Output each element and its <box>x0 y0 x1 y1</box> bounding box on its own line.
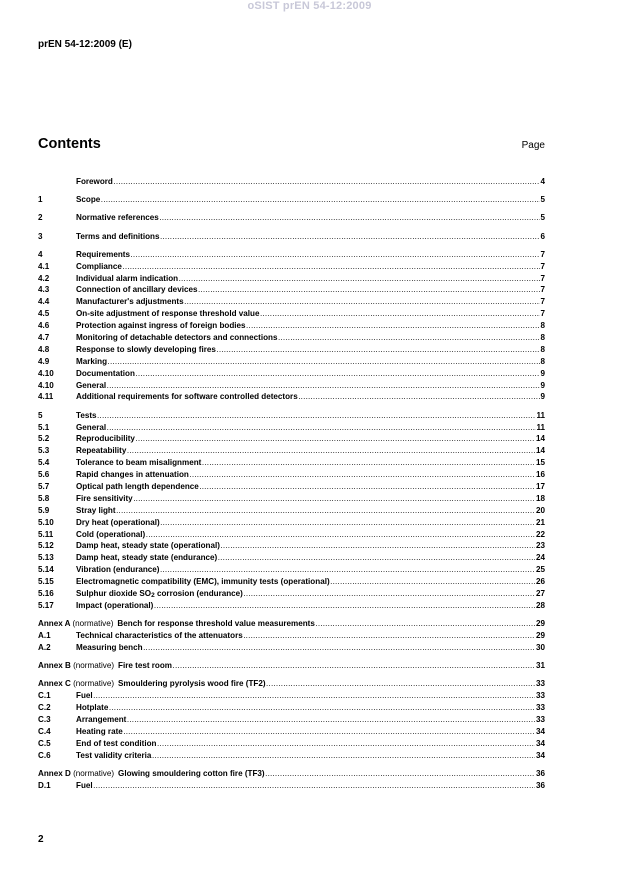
toc-entry-page: 20 <box>535 505 545 515</box>
toc-entry-title: Annex A (normative) Bench for response threshold value measurements <box>38 619 315 629</box>
dot-leader <box>216 344 540 356</box>
toc-entry-page: 33 <box>535 691 545 701</box>
toc-annex-entry[interactable] <box>38 678 545 690</box>
toc-entry[interactable] <box>38 750 545 762</box>
toc-entry-page: 7 <box>540 297 545 307</box>
toc-entry-page: 9 <box>540 368 545 378</box>
toc-entry-number: 4.6 <box>38 321 50 331</box>
toc-entry-page: 7 <box>540 273 545 283</box>
toc-entry[interactable] <box>38 273 545 285</box>
toc-entry-number: 5.7 <box>38 481 50 491</box>
dot-leader <box>157 738 536 750</box>
dot-leader <box>135 368 540 380</box>
footer-page-number: 2 <box>38 834 44 845</box>
toc-entry[interactable] <box>38 344 545 356</box>
toc-entry-page: 33 <box>535 703 545 712</box>
toc-entry-page: 31 <box>535 661 545 671</box>
toc-entry[interactable] <box>38 320 545 332</box>
dot-leader <box>160 231 540 243</box>
dot-leader <box>278 332 540 344</box>
toc-entry-number: 4.1 <box>38 261 50 271</box>
dot-leader <box>107 380 540 392</box>
toc-entry-title: Vibration (endurance) <box>76 565 160 575</box>
toc-entry-title: Marking <box>76 356 108 366</box>
dot-leader <box>189 469 535 481</box>
toc-entry[interactable] <box>38 481 545 493</box>
toc-entry-title: Test validity criteria <box>76 750 152 760</box>
toc-entry-number: 5.1 <box>38 422 50 432</box>
toc-entry-title: Normative references <box>76 213 159 223</box>
toc-entry-number: 4.10 <box>38 368 54 378</box>
dot-leader <box>260 308 540 320</box>
toc-entry-number: 5 <box>38 410 43 420</box>
toc-entry-title: Protection against ingress of foreign bodies <box>76 321 246 331</box>
toc-entry-number: 4.11 <box>38 392 54 402</box>
page-column-label: Page <box>521 140 545 151</box>
toc-entry-number: 5.8 <box>38 493 50 503</box>
toc-entry[interactable] <box>38 714 545 726</box>
page-title: Contents <box>38 136 101 152</box>
dot-leader <box>202 457 536 469</box>
toc-entry-title: Measuring bench <box>76 642 143 652</box>
toc-entry[interactable] <box>38 505 545 517</box>
toc-entry-number: 4 <box>38 249 43 259</box>
toc-entry[interactable] <box>38 642 545 654</box>
toc-entry-page: 14 <box>535 434 545 444</box>
toc-entry-title: Damp heat, steady state (endurance) <box>76 553 218 563</box>
dot-leader <box>116 505 535 517</box>
table-of-contents <box>38 176 545 792</box>
annex-label: Annex B (normative) <box>38 661 115 671</box>
toc-entry-title: Fuel <box>76 780 93 790</box>
dot-leader <box>173 660 536 672</box>
toc-entry-page: 30 <box>535 642 545 652</box>
toc-entry-number: 4.7 <box>38 332 50 342</box>
dot-leader <box>243 588 535 600</box>
dot-leader <box>266 678 535 690</box>
dot-leader <box>179 273 540 285</box>
dot-leader <box>127 714 536 726</box>
toc-entry-page: 9 <box>540 392 545 402</box>
toc-entry-page: 23 <box>535 541 545 551</box>
toc-entry[interactable] <box>38 249 545 261</box>
toc-entry-title: Arrangement <box>76 714 127 724</box>
toc-entry-number: A.2 <box>38 642 51 652</box>
toc-entry-title: General <box>76 422 107 432</box>
toc-entry[interactable] <box>38 564 545 576</box>
toc-entry-number: 5.14 <box>38 565 54 575</box>
toc-entry-title: Response to slowly developing fires <box>76 344 216 354</box>
dot-leader <box>108 356 540 368</box>
toc-entry-number: 2 <box>38 213 43 223</box>
toc-entry[interactable] <box>38 332 545 344</box>
toc-entry-title: Tolerance to beam misalignment <box>76 458 202 468</box>
toc-entry-page: 7 <box>540 249 545 259</box>
toc-entry[interactable] <box>38 410 545 422</box>
toc-entry-title: Documentation <box>76 368 135 378</box>
toc-entry-page: 8 <box>540 321 545 331</box>
toc-entry[interactable] <box>38 469 545 481</box>
toc-entry[interactable] <box>38 780 545 792</box>
dot-leader <box>113 176 540 188</box>
dot-leader <box>152 750 536 762</box>
toc-entry-page: 22 <box>535 529 545 539</box>
dot-leader <box>220 540 535 552</box>
toc-entry-page: 29 <box>535 619 545 629</box>
dot-leader <box>160 517 535 529</box>
toc-entry[interactable] <box>38 308 545 320</box>
annex-label: Annex C (normative) <box>38 679 115 689</box>
dot-leader <box>243 630 535 642</box>
toc-entry-number: C.2 <box>38 703 51 712</box>
toc-entry-page: 7 <box>540 261 545 271</box>
toc-entry-number: C.6 <box>38 750 51 760</box>
toc-entry-page: 36 <box>535 768 545 778</box>
dot-leader <box>154 600 536 612</box>
dot-leader <box>198 284 540 296</box>
toc-entry-number: 4.2 <box>38 273 50 283</box>
toc-entry-page: 25 <box>535 565 545 575</box>
toc-entry-page: 8 <box>540 344 545 354</box>
toc-entry-number: C.3 <box>38 714 51 724</box>
toc-entry-title: Rapid changes in attenuation <box>76 470 189 480</box>
toc-entry-number: 5.10 <box>38 517 54 527</box>
toc-entry-page: 11 <box>536 410 545 420</box>
dot-leader <box>246 320 540 332</box>
toc-entry-title: Annex C (normative) Smouldering pyrolysis wood fire (TF2) <box>38 679 266 689</box>
toc-entry-title: Stray light <box>76 505 116 515</box>
toc-entry[interactable] <box>38 540 545 552</box>
toc-entry-title: Damp heat, steady state (operational) <box>76 541 220 551</box>
dot-leader <box>298 391 540 403</box>
toc-entry[interactable] <box>38 630 545 642</box>
dot-leader <box>218 552 536 564</box>
dot-leader <box>146 529 536 541</box>
toc-entry-number: 5.11 <box>38 529 54 539</box>
toc-entry-number: 4.9 <box>38 356 50 366</box>
dot-leader <box>130 249 540 261</box>
toc-entry-page: 26 <box>535 577 545 587</box>
toc-entry-title: Compliance <box>76 261 122 271</box>
toc-entry-number: 4.4 <box>38 297 50 307</box>
dot-leader <box>265 768 535 780</box>
toc-entry[interactable] <box>38 588 545 600</box>
toc-entry-page: 4 <box>540 177 545 186</box>
toc-entry-number: 4.8 <box>38 344 50 354</box>
toc-entry[interactable] <box>38 231 545 243</box>
toc-entry-page: 21 <box>535 517 545 527</box>
toc-entry-title: Manufacturer's adjustments <box>76 297 184 307</box>
toc-entry-number: D.1 <box>38 780 51 790</box>
annex-label: Annex A (normative) <box>38 619 114 629</box>
toc-entry-title: Sulphur dioxide $SO_2$ corrosion (endurance) <box>76 588 243 599</box>
toc-entry-page: 18 <box>535 493 545 503</box>
dot-leader <box>199 481 535 493</box>
toc-entry-title: Technical characteristics of the attenuators <box>76 630 243 640</box>
dot-leader <box>127 445 536 457</box>
toc-entry[interactable] <box>38 726 545 738</box>
toc-entry-page: 8 <box>540 332 545 342</box>
toc-entry[interactable] <box>38 576 545 588</box>
toc-entry[interactable] <box>38 284 545 296</box>
dot-leader <box>159 212 540 224</box>
toc-entry[interactable] <box>38 296 545 308</box>
toc-entry-number: 4.5 <box>38 309 50 319</box>
toc-entry-title: Optical path length dependence <box>76 481 199 491</box>
dot-leader <box>123 726 535 738</box>
toc-entry[interactable] <box>38 356 545 368</box>
toc-entry-number: 5.2 <box>38 434 50 444</box>
toc-entry[interactable] <box>38 391 545 403</box>
toc-entry-title: Terms and definitions <box>76 231 160 241</box>
toc-entry-page: 29 <box>535 630 545 640</box>
toc-entry-title: On-site adjustment of response threshold value <box>76 309 260 319</box>
toc-entry[interactable] <box>38 194 545 206</box>
toc-entry-page: 6 <box>540 231 545 241</box>
toc-entry-page: 34 <box>535 738 545 748</box>
toc-entry-page: 36 <box>535 780 545 790</box>
toc-annex-entry[interactable] <box>38 768 545 780</box>
toc-entry-title: Heating rate <box>76 726 123 736</box>
toc-annex-entry[interactable] <box>38 618 545 630</box>
dot-leader <box>109 702 536 714</box>
toc-entry-number: 5.17 <box>38 600 54 610</box>
toc-entry-title: Fuel <box>76 691 93 701</box>
toc-entry-page: 8 <box>540 356 545 366</box>
toc-entry-page: 5 <box>540 195 545 205</box>
toc-entry-title: General <box>76 380 107 390</box>
toc-annex-entry[interactable] <box>38 660 545 672</box>
toc-entry-title: Tests <box>76 410 97 420</box>
dot-leader <box>122 261 540 273</box>
dot-leader <box>133 493 535 505</box>
toc-entry-page: 7 <box>540 309 545 319</box>
toc-entry-number: 5.9 <box>38 505 50 515</box>
toc-entry-number: 5.16 <box>38 588 54 598</box>
toc-entry-page: 14 <box>535 446 545 456</box>
toc-entry-number: 5.3 <box>38 446 50 456</box>
toc-entry[interactable] <box>38 368 545 380</box>
toc-entry-number: A.1 <box>38 630 51 640</box>
dot-leader <box>330 576 535 588</box>
toc-entry-title: Repeatability <box>76 446 127 456</box>
toc-entry-title: Requirements <box>76 249 130 259</box>
dot-leader <box>101 194 540 206</box>
toc-entry-page: 33 <box>535 714 545 724</box>
toc-entry-title: Cold (operational) <box>76 529 146 539</box>
toc-entry-number: 1 <box>38 195 43 205</box>
toc-entry-number: 5.15 <box>38 577 54 587</box>
toc-entry[interactable] <box>38 422 545 434</box>
toc-entry-title: Additional requirements for software controlled detectors <box>76 392 298 402</box>
dot-leader <box>93 690 535 702</box>
toc-entry[interactable] <box>38 600 545 612</box>
toc-entry-title: Fire sensitivity <box>76 493 133 503</box>
toc-entry-number: 5.4 <box>38 458 50 468</box>
dot-leader <box>97 410 536 422</box>
dot-leader <box>107 422 536 434</box>
toc-entry-title: Connection of ancillary devices <box>76 285 198 295</box>
toc-entry-page: 5 <box>540 213 545 223</box>
toc-entry[interactable] <box>38 517 545 529</box>
toc-entry[interactable] <box>38 176 545 188</box>
toc-entry[interactable] <box>38 457 545 469</box>
toc-entry[interactable] <box>38 738 545 750</box>
toc-entry[interactable] <box>38 433 545 445</box>
toc-entry[interactable] <box>38 702 545 714</box>
toc-entry-number: C.5 <box>38 738 51 748</box>
toc-entry-title: Hotplate <box>76 703 109 712</box>
toc-entry-page: 24 <box>535 553 545 563</box>
toc-entry[interactable] <box>38 380 545 392</box>
toc-entry-title: End of test condition <box>76 738 157 748</box>
toc-entry-page: 9 <box>540 380 545 390</box>
toc-entry[interactable] <box>38 690 545 702</box>
toc-entry-title: Dry heat (operational) <box>76 517 160 527</box>
annex-label: Annex D (normative) <box>38 768 115 778</box>
toc-entry[interactable] <box>38 445 545 457</box>
dot-leader <box>143 642 535 654</box>
toc-entry-number: 4.10 <box>38 380 54 390</box>
toc-entry-title: Individual alarm indication <box>76 273 179 283</box>
toc-entry-title: Annex D (normative) Glowing smouldering cotton fire (TF3) <box>38 768 265 778</box>
toc-entry-page: 27 <box>535 588 545 598</box>
toc-entry-page: 33 <box>535 679 545 689</box>
toc-entry-number: 4.3 <box>38 285 50 295</box>
toc-entry-number: C.4 <box>38 726 51 736</box>
toc-entry[interactable] <box>38 261 545 273</box>
toc-entry-page: 15 <box>535 458 545 468</box>
toc-entry[interactable] <box>38 212 545 224</box>
toc-entry-title: Electromagnetic compatibility (EMC), immunity tests (operational) <box>76 577 330 587</box>
toc-entry-page: 11 <box>536 422 545 432</box>
toc-entry-page: 34 <box>535 726 545 736</box>
toc-entry[interactable] <box>38 529 545 541</box>
toc-entry-number: C.1 <box>38 691 51 701</box>
toc-entry-title: Monitoring of detachable detectors and connections <box>76 332 278 342</box>
toc-entry-title: Foreword <box>76 177 113 186</box>
toc-entry-title: Scope <box>76 195 101 205</box>
toc-entry-page: 28 <box>535 600 545 610</box>
toc-entry-number: 5.12 <box>38 541 54 551</box>
toc-entry-page: 17 <box>535 481 545 491</box>
dot-leader <box>315 618 535 630</box>
toc-entry-number: 3 <box>38 231 43 241</box>
dot-leader <box>184 296 540 308</box>
toc-entry-number: 5.6 <box>38 470 50 480</box>
toc-entry-page: 16 <box>535 470 545 480</box>
toc-entry-number: 5.13 <box>38 553 54 563</box>
dot-leader <box>160 564 535 576</box>
document-id: prEN 54-12:2009 (E) <box>38 39 132 50</box>
toc-entry-page: 7 <box>540 285 545 295</box>
toc-entry-title: Reproducibility <box>76 434 135 444</box>
watermark: oSIST prEN 54-12:2009 <box>247 0 372 12</box>
toc-entry[interactable] <box>38 493 545 505</box>
dot-leader <box>93 780 535 792</box>
dot-leader <box>135 433 535 445</box>
toc-entry[interactable] <box>38 552 545 564</box>
toc-entry-title: Annex B (normative) Fire test room <box>38 661 173 671</box>
toc-entry-page: 34 <box>535 750 545 760</box>
toc-entry-title: Impact (operational) <box>76 600 154 610</box>
